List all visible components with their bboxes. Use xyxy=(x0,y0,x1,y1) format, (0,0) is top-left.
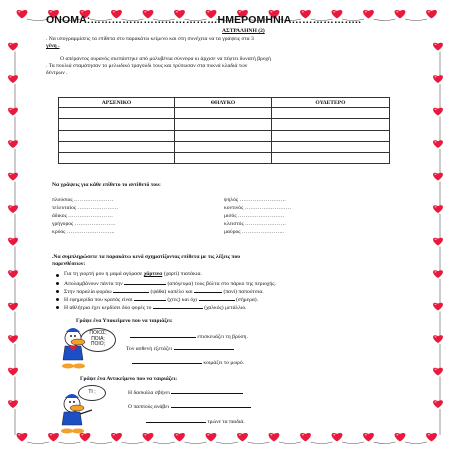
ex3-instruction-line2: παρενθέσεων: xyxy=(52,261,86,267)
heart-ribbon xyxy=(405,19,427,21)
donald-duck-pointing-icon xyxy=(54,392,94,436)
table-row xyxy=(59,130,390,141)
heart-ribbon xyxy=(216,442,238,444)
heart-ribbon xyxy=(185,442,207,444)
ex3-item-3-text-b: (ψάθα) καπέλο και xyxy=(150,289,193,295)
antonym-left-2[interactable]: τελευταίος …………………. xyxy=(52,205,119,211)
heart-icon xyxy=(17,433,28,441)
ex4-line-2 xyxy=(126,344,234,353)
heart-ribbon xyxy=(59,442,81,444)
worksheet-subtitle: ΑΣΤΡΑΛΗΝΗ (2) xyxy=(222,28,265,34)
heart-icon xyxy=(433,270,443,278)
antonym-right-4[interactable]: κλειστός …………………. xyxy=(224,221,286,227)
heart-icon xyxy=(433,75,443,83)
table-cell[interactable] xyxy=(175,119,272,130)
ex4-line-3-text: κοιμάζει το μωρό. xyxy=(203,360,245,366)
heart-icon xyxy=(300,433,311,441)
ex3-item-5-blank[interactable] xyxy=(153,303,203,309)
bullet-1 xyxy=(56,274,59,277)
heart-icon xyxy=(8,108,18,116)
heart-ribbon xyxy=(311,442,333,444)
heart-icon xyxy=(8,400,18,408)
table-cell[interactable] xyxy=(175,108,272,119)
heart-icon xyxy=(433,108,443,116)
heart-icon xyxy=(206,433,217,441)
heart-icon xyxy=(8,238,18,246)
heart-ribbon xyxy=(248,442,270,444)
heart-icon xyxy=(8,43,18,51)
ex3-item-1-text-b: (χαρτί) πιατάκια. xyxy=(163,271,202,277)
heart-icon xyxy=(433,303,443,311)
ex3-item-4-blank-2[interactable] xyxy=(199,295,235,301)
table-row xyxy=(59,153,390,164)
table-row xyxy=(59,141,390,152)
table-cell[interactable] xyxy=(175,141,272,152)
ex5-line-2 xyxy=(128,402,251,411)
heart-ribbon xyxy=(279,442,301,444)
ex5-line-3 xyxy=(146,417,245,426)
heart-icon xyxy=(433,173,443,181)
ex3-item-4-text: Η εφημερίδα που κρατάς είναι xyxy=(64,297,133,303)
ex4-line-1 xyxy=(130,332,248,341)
table-cell[interactable] xyxy=(271,130,389,141)
table-cell[interactable] xyxy=(175,130,272,141)
ex3-item-2-text-b: (απόγευμα) τους βόλτα στο πάρκο της περιοχής. xyxy=(167,281,276,287)
heart-icon xyxy=(433,140,443,148)
antonym-right-1[interactable]: ψηλός ……………………. xyxy=(224,197,286,203)
ex3-item-4-text-b: (χτες) και όχι xyxy=(167,297,198,303)
heart-icon xyxy=(332,433,343,441)
ex3-item-2-text: Απολαμβάνουν πάντα την xyxy=(64,281,123,287)
bullet-2 xyxy=(56,282,59,285)
heart-icon xyxy=(174,433,185,441)
table-cell[interactable] xyxy=(59,153,175,164)
gender-table xyxy=(58,97,390,164)
ex1-instruction-line2: γένη . xyxy=(46,43,60,49)
heart-ribbon xyxy=(374,442,396,444)
heart-icon xyxy=(363,433,374,441)
table-cell[interactable] xyxy=(175,153,272,164)
ex5-blank-2[interactable] xyxy=(171,402,251,408)
heart-ribbon xyxy=(122,442,144,444)
antonym-left-4[interactable]: γρήγορος …………………. xyxy=(52,221,116,227)
bullet-3 xyxy=(56,290,59,293)
heart-ribbon xyxy=(374,19,396,21)
heart-ribbon xyxy=(153,442,175,444)
table-cell[interactable] xyxy=(271,141,389,152)
table-cell[interactable] xyxy=(271,153,389,164)
heart-ribbon xyxy=(90,442,112,444)
ex5-blank-1[interactable] xyxy=(171,388,243,394)
ex3-item-3-text-c: (πανί) παπούτσια. xyxy=(223,289,264,295)
heart-icon xyxy=(363,10,374,18)
heart-icon xyxy=(433,205,443,213)
ex3-item-5-text-b: (χαλκός) μετάλλιο. xyxy=(204,305,247,311)
heart-icon xyxy=(269,433,280,441)
ex3-item-2-blank[interactable] xyxy=(124,279,166,285)
heart-icon xyxy=(8,140,18,148)
heart-icon xyxy=(8,303,18,311)
heart-icon xyxy=(8,75,18,83)
table-cell[interactable] xyxy=(59,119,175,130)
heart-icon xyxy=(395,433,406,441)
ex1-passage-line1: Ο απέραντος ουρανός σκεπάστηκε από μολυβένια σύννεφα κι άρχισε να πέφτει δυνατή βροχή xyxy=(60,56,272,62)
ex3-item-4-blank-1[interactable] xyxy=(134,295,166,301)
ex4-blank-3[interactable] xyxy=(132,358,202,364)
antonym-right-2[interactable]: κοντινός ……………………. xyxy=(224,205,291,211)
table-row xyxy=(59,108,390,119)
heart-ribbon xyxy=(405,442,427,444)
ex4-instruction: Γράψε ένα Υποκείμενο που να ταιριάζει: xyxy=(76,318,173,324)
table-cell[interactable] xyxy=(271,119,389,130)
heart-icon xyxy=(8,173,18,181)
ex3-instruction-line1: .Να συμπληρώσετε τα παρακάτω κενά σχηματίζοντας επίθετα με τις λέξεις που xyxy=(52,254,241,260)
ex4-line-2-text: Τον ασθενή εξετάζει xyxy=(126,346,173,352)
ex1-instruction xyxy=(46,36,254,43)
heart-icon xyxy=(433,400,443,408)
table-cell[interactable] xyxy=(59,108,175,119)
ex5-line-1-text: Η δασκάλα σβήνει xyxy=(128,390,170,396)
ex1-passage-line2: . Τα πουλιά σταμάτησαν το μελωδικό τραγούδι τους και τρύπωσαν στα πυκνά κλαδιά των xyxy=(46,63,248,69)
heart-icon xyxy=(395,10,406,18)
table-cell[interactable] xyxy=(271,108,389,119)
ex3-item-3-blank-2[interactable] xyxy=(194,287,222,293)
ex5-instruction: Γράψε ένα Αντικείμενο που να ταιριάζει: xyxy=(80,376,178,382)
ex1-passage-line3: δέντρων . xyxy=(46,70,68,76)
antonym-left-5[interactable]: κρύος …………………….. xyxy=(52,229,115,235)
ex5-line-2-text: Ο παππούς ανάβει xyxy=(128,404,170,410)
antonym-left-1[interactable]: πλούσιος ………………… xyxy=(52,197,114,203)
ex2-instruction: Να γράψεις για κάθε επίθετο το αντίθετό του: xyxy=(52,182,161,188)
ex3-item-3-blank-1[interactable] xyxy=(113,287,149,293)
donald-duck-icon xyxy=(56,326,90,372)
heart-icon xyxy=(433,238,443,246)
heart-icon xyxy=(17,10,28,18)
ex4-blank-1[interactable] xyxy=(130,332,196,338)
ex5-line-3-text: τρώνε τα παιδιά. xyxy=(207,419,245,425)
bubble-who-2: ΠΟΙΑ; xyxy=(91,335,105,342)
antonym-left-3[interactable]: άδικος …………………… xyxy=(52,213,113,219)
bullet-4 xyxy=(56,298,59,301)
ex3-item-4-text-c: (σήμερα). xyxy=(235,297,259,303)
ex3-item-5 xyxy=(64,303,247,312)
ex4-line-3 xyxy=(132,358,244,367)
ex3-item-1-text: Για τη γιορτή μου η μαμά αγόρασε xyxy=(64,271,143,277)
heart-ribbon xyxy=(342,442,364,444)
heart-icon xyxy=(8,205,18,213)
heart-icon xyxy=(111,433,122,441)
bullet-5 xyxy=(56,306,59,309)
bubble-who-1: ΠΟΙΟΣ; xyxy=(89,330,107,336)
heart-icon xyxy=(8,368,18,376)
bubble-who-3: ΠΟΙΟ; xyxy=(90,341,106,348)
heart-icon xyxy=(426,10,437,18)
heart-icon xyxy=(8,335,18,343)
antonym-right-3[interactable]: μισός ……………………. xyxy=(224,213,285,219)
ex1-instruction-line1: . Να υπογραμμίσεις τα επίθετα στο παρακάτω κείμενο και στη συνέχεια να τα γράψεις στα 3 xyxy=(46,36,254,42)
antonym-right-5[interactable]: μαύρος ………………….. xyxy=(224,229,284,235)
name-date-header: ΟΝΟΜΑ:………………………………ΗΜΕΡΟΜΗΝΙΑ……………….. xyxy=(46,14,362,26)
ex3-item-1 xyxy=(64,271,202,278)
table-header-feminine: ΘΗΛΥΚΟ xyxy=(175,98,272,108)
ex3-item-1-answer[interactable]: χάρτινα xyxy=(143,271,163,277)
bubble-what: ΤΙ ; xyxy=(88,389,96,395)
gender-table-body xyxy=(59,108,390,164)
table-cell[interactable] xyxy=(59,130,175,141)
table-header-masculine: ΑΡΣΕΝΙΚΟ xyxy=(59,98,175,108)
heart-icon xyxy=(143,433,154,441)
ex3-item-5-text: Η αθλήτρια έχει κερδίσει δύο φορές το xyxy=(64,305,152,311)
ex4-line-1-text: επισκευάζει τη βρύση. xyxy=(197,334,248,340)
ex4-blank-2[interactable] xyxy=(174,344,234,350)
heart-icon xyxy=(8,270,18,278)
ex3-item-3-text: Στην παραλία φοράω xyxy=(64,289,112,295)
heart-icon xyxy=(433,335,443,343)
table-cell[interactable] xyxy=(59,141,175,152)
heart-ribbon xyxy=(27,442,49,444)
heart-icon xyxy=(433,368,443,376)
heart-icon xyxy=(237,433,248,441)
ex5-line-1 xyxy=(128,388,243,397)
table-row xyxy=(59,119,390,130)
heart-icon xyxy=(426,433,437,441)
heart-icon xyxy=(433,43,443,51)
table-header-neuter: ΟΥΔΕΤΕΡΟ xyxy=(271,98,389,108)
ex5-blank-3[interactable] xyxy=(146,417,206,423)
